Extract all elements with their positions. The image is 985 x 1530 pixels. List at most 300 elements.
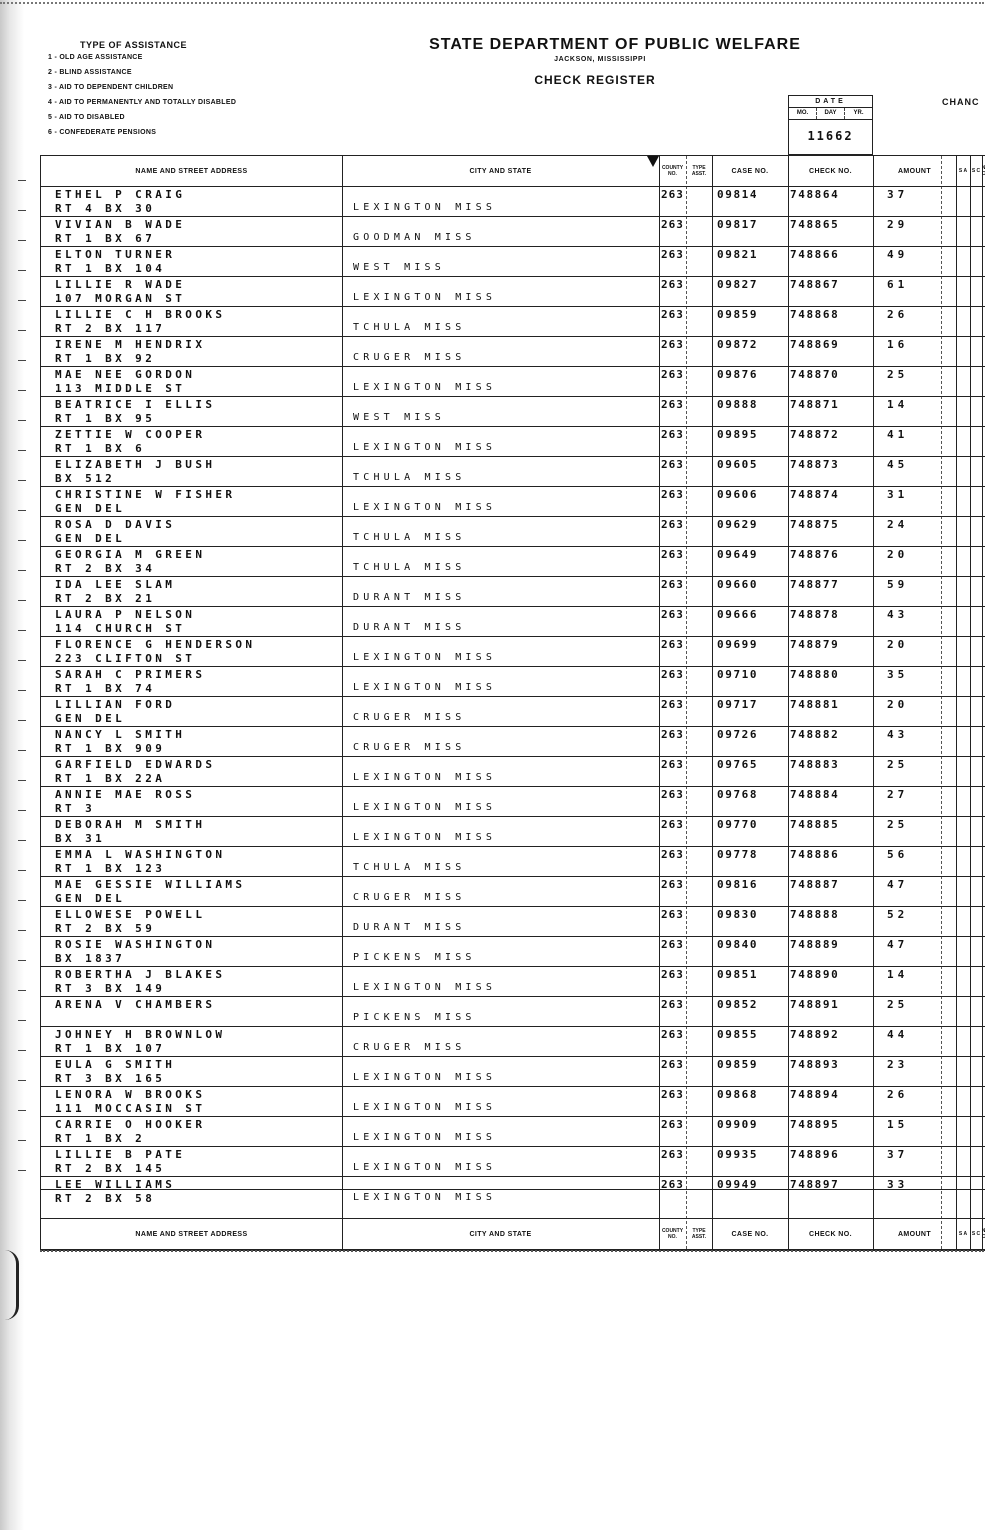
street-address: RT 1 BX 22A: [55, 772, 166, 785]
case-number: 09765: [717, 758, 759, 771]
street-address: RT 1 BX 92: [55, 352, 156, 365]
check-amount: 45: [887, 458, 909, 471]
case-number: 09726: [717, 728, 759, 741]
payee-name: ROSA D DAVIS: [55, 518, 176, 531]
margin-tick: [18, 270, 26, 271]
check-number: 748879: [790, 638, 840, 651]
payee-name: IRENE M HENDRIX: [55, 338, 206, 351]
legend-item: 1 - OLD AGE ASSISTANCE: [48, 54, 143, 61]
county-number: 263: [661, 518, 684, 531]
city-state: PICKENS MISS: [353, 952, 476, 963]
column-header-row: [41, 156, 985, 187]
county-number: 263: [661, 308, 684, 321]
city-state: LEXINGTON MISS: [353, 652, 497, 663]
check-number: 748882: [790, 728, 840, 741]
payee-name: DEBORAH M SMITH: [55, 818, 206, 831]
city-state: LEXINGTON MISS: [353, 982, 497, 993]
check-number: 748869: [790, 338, 840, 351]
case-number: 09949: [717, 1178, 759, 1191]
case-number: 09872: [717, 338, 759, 351]
payee-name: ELIZABETH J BUSH: [55, 458, 216, 471]
check-number: 748888: [790, 908, 840, 921]
payee-name: ELTON TURNER: [55, 248, 176, 261]
check-amount: 20: [887, 638, 909, 651]
agency-title: STATE DEPARTMENT OF PUBLIC WELFARE: [429, 36, 801, 53]
city-state: LEXINGTON MISS: [353, 382, 497, 393]
register-row: [41, 1026, 985, 1057]
street-address: GEN DEL: [55, 532, 126, 545]
street-address: BX 31: [55, 832, 106, 845]
payee-name: ETHEL P CRAIG: [55, 188, 186, 201]
type-column-footer: TYPE ASST.: [691, 1228, 707, 1240]
payee-name: ANNIE MAE ROSS: [55, 788, 196, 801]
payee-name: ROSIE WASHINGTON: [55, 938, 216, 951]
check-amount: 47: [887, 938, 909, 951]
check-number: 748875: [790, 518, 840, 531]
city-state: TCHULA MISS: [353, 562, 466, 573]
bottom-tear-line: [40, 1250, 984, 1252]
county-number: 263: [661, 188, 684, 201]
check-number: 748871: [790, 398, 840, 411]
register-row: [41, 936, 985, 967]
check-number: 748866: [790, 248, 840, 261]
flag-column-footer: S C: [971, 1231, 981, 1237]
check-number: 748881: [790, 698, 840, 711]
margin-tick: [18, 420, 26, 421]
check-amount: 25: [887, 368, 909, 381]
check-amount: 25: [887, 758, 909, 771]
margin-tick: [18, 870, 26, 871]
payee-name: ZETTIE W COOPER: [55, 428, 206, 441]
county-number: 263: [661, 1058, 684, 1071]
county-number: 263: [661, 908, 684, 921]
city-state: CRUGER MISS: [353, 352, 466, 363]
city-state: TCHULA MISS: [353, 862, 466, 873]
city-state: GOODMAN MISS: [353, 232, 476, 243]
register-row: [41, 306, 985, 337]
case-number: 09935: [717, 1148, 759, 1161]
payee-name: MAE GESSIE WILLIAMS: [55, 878, 246, 891]
check-number: 748895: [790, 1118, 840, 1131]
margin-tick: [18, 930, 26, 931]
street-address: RT 1 BX 2: [55, 1132, 146, 1145]
check-amount: 37: [887, 1148, 909, 1161]
check-number: 748887: [790, 878, 840, 891]
payee-name: VIVIAN B WADE: [55, 218, 186, 231]
check-number: 748884: [790, 788, 840, 801]
date-label: DATE: [789, 96, 872, 108]
city-state: CRUGER MISS: [353, 1042, 466, 1053]
case-column-header: CASE NO.: [731, 167, 769, 175]
check-number: 748890: [790, 968, 840, 981]
county-number: 263: [661, 728, 684, 741]
payee-name: GARFIELD EDWARDS: [55, 758, 216, 771]
street-address: 113 MIDDLE ST: [55, 382, 186, 395]
check-amount: 27: [887, 788, 909, 801]
check-amount: 35: [887, 668, 909, 681]
check-amount: 26: [887, 1088, 909, 1101]
check-column-header: CHECK NO.: [809, 167, 852, 175]
register-row: [41, 1056, 985, 1087]
legend-item: 2 - BLIND ASSISTANCE: [48, 69, 132, 76]
county-number: 263: [661, 338, 684, 351]
check-amount: 20: [887, 698, 909, 711]
county-number: 263: [661, 788, 684, 801]
county-number: 263: [661, 248, 684, 261]
register-row: [41, 456, 985, 487]
check-number: 748880: [790, 668, 840, 681]
city-state: CRUGER MISS: [353, 742, 466, 753]
margin-tick: [18, 690, 26, 691]
register-row: [41, 246, 985, 277]
date-box: [788, 95, 873, 155]
date-year-label: YR.: [853, 110, 864, 116]
street-address: 223 CLIFTON ST: [55, 652, 196, 665]
case-number: 09909: [717, 1118, 759, 1131]
case-column-footer: CASE NO.: [731, 1230, 769, 1238]
street-address: 107 MORGAN ST: [55, 292, 186, 305]
check-number: 748878: [790, 608, 840, 621]
check-number: 748897: [790, 1178, 840, 1191]
county-number: 263: [661, 668, 684, 681]
check-amount: 20: [887, 548, 909, 561]
date-value: 11662: [807, 129, 854, 143]
check-number: 748885: [790, 818, 840, 831]
street-address: RT 3 BX 165: [55, 1072, 166, 1085]
margin-tick: [18, 1050, 26, 1051]
check-amount: 43: [887, 728, 909, 741]
county-number: 263: [661, 368, 684, 381]
legend-item: 6 - CONFEDERATE PENSIONS: [48, 129, 157, 136]
case-number: 09821: [717, 248, 759, 261]
register-row: [41, 726, 985, 757]
register-row: [41, 606, 985, 637]
street-address: RT 1 BX 74: [55, 682, 156, 695]
case-number: 09778: [717, 848, 759, 861]
margin-tick: [18, 660, 26, 661]
payee-name: BEATRICE I ELLIS: [55, 398, 216, 411]
case-number: 09606: [717, 488, 759, 501]
register-row: [41, 816, 985, 847]
payee-name: CHRISTINE W FISHER: [55, 488, 236, 501]
payee-name: LILLIAN FORD: [55, 698, 176, 711]
city-state: DURANT MISS: [353, 922, 466, 933]
margin-tick: [18, 1170, 26, 1171]
margin-tick: [18, 1020, 26, 1021]
margin-tick: [18, 180, 26, 181]
column-footer-row: [41, 1218, 985, 1249]
margin-tick: [18, 480, 26, 481]
assistance-type-legend: [48, 40, 236, 144]
street-address: RT 1 BX 123: [55, 862, 166, 875]
case-number: 09817: [717, 218, 759, 231]
street-address: RT 1 BX 909: [55, 742, 166, 755]
payee-name: LENORA W BROOKS: [55, 1088, 206, 1101]
check-amount: 59: [887, 578, 909, 591]
city-state: LEXINGTON MISS: [353, 1132, 497, 1143]
blank-row: [41, 1189, 985, 1220]
margin-tick: [18, 330, 26, 331]
payee-name: LILLIE B PATE: [55, 1148, 186, 1161]
margin-tick: [18, 1110, 26, 1111]
case-number: 09851: [717, 968, 759, 981]
street-address: GEN DEL: [55, 502, 126, 515]
city-state: TCHULA MISS: [353, 472, 466, 483]
city-state: LEXINGTON MISS: [353, 1072, 497, 1083]
margin-tick: [18, 390, 26, 391]
margin-tick: [18, 750, 26, 751]
street-address: RT 4 BX 30: [55, 202, 156, 215]
check-amount: 56: [887, 848, 909, 861]
check-amount: 43: [887, 608, 909, 621]
county-number: 263: [661, 458, 684, 471]
amount-column-footer: AMOUNT: [897, 1230, 932, 1238]
street-address: RT 3: [55, 802, 96, 815]
register-title: CHECK REGISTER: [534, 73, 656, 87]
register-row: [41, 336, 985, 367]
register-row: [41, 966, 985, 997]
check-number: 748870: [790, 368, 840, 381]
check-number: 748889: [790, 938, 840, 951]
case-number: 09768: [717, 788, 759, 801]
payee-name: GEORGIA M GREEN: [55, 548, 206, 561]
payee-name: CARRIE O HOOKER: [55, 1118, 206, 1131]
margin-tick: [18, 1140, 26, 1141]
county-number: 263: [661, 1118, 684, 1131]
city-state: CRUGER MISS: [353, 892, 466, 903]
payee-name: ELLOWESE POWELL: [55, 908, 206, 921]
payee-name: SARAH C PRIMERS: [55, 668, 206, 681]
margin-tick: [18, 720, 26, 721]
register-row: [41, 1086, 985, 1117]
city-state: LEXINGTON MISS: [353, 202, 497, 213]
check-number: 748865: [790, 218, 840, 231]
check-amount: 49: [887, 248, 909, 261]
payee-name: LAURA P NELSON: [55, 608, 196, 621]
check-number: 748877: [790, 578, 840, 591]
check-amount: 47: [887, 878, 909, 891]
check-amount: 14: [887, 398, 909, 411]
check-column-footer: CHECK NO.: [809, 1230, 852, 1238]
check-amount: 44: [887, 1028, 909, 1041]
payee-name: NANCY L SMITH: [55, 728, 186, 741]
payee-name: FLORENCE G HENDERSON: [55, 638, 256, 651]
street-address: BX 512: [55, 472, 116, 485]
check-number: 748892: [790, 1028, 840, 1041]
case-number: 09827: [717, 278, 759, 291]
margin-tick: [18, 780, 26, 781]
register-row: [41, 486, 985, 517]
street-address: RT 2 BX 34: [55, 562, 156, 575]
payee-name: LILLIE R WADE: [55, 278, 186, 291]
county-column-footer: COUNTY NO.: [661, 1228, 684, 1240]
county-number: 263: [661, 548, 684, 561]
check-number: 748874: [790, 488, 840, 501]
legend-item: 4 - AID TO PERMANENTLY AND TOTALLY DISABLED: [48, 99, 237, 106]
county-number: 263: [661, 1178, 684, 1191]
street-address: GEN DEL: [55, 892, 126, 905]
register-row: [41, 756, 985, 787]
check-amount: 33: [887, 1178, 909, 1191]
county-number: 263: [661, 1088, 684, 1101]
check-amount: 37: [887, 188, 909, 201]
legend-item: 3 - AID TO DEPENDENT CHILDREN: [48, 84, 174, 91]
street-address: GEN DEL: [55, 712, 126, 725]
check-number: 748867: [790, 278, 840, 291]
case-number: 09605: [717, 458, 759, 471]
check-amount: 31: [887, 488, 909, 501]
street-address: 114 CHURCH ST: [55, 622, 186, 635]
payee-name: LILLIE C H BROOKS: [55, 308, 226, 321]
case-number: 09895: [717, 428, 759, 441]
register-row: [41, 636, 985, 667]
case-number: 09710: [717, 668, 759, 681]
city-state: LEXINGTON MISS: [353, 772, 497, 783]
city-state: LEXINGTON MISS: [353, 292, 497, 303]
case-number: 09888: [717, 398, 759, 411]
register-row: [41, 996, 985, 1027]
street-address: RT 1 BX 67: [55, 232, 156, 245]
street-address: RT 3 BX 149: [55, 982, 166, 995]
flag-column-header: N C: [981, 165, 985, 177]
check-amount: 23: [887, 1058, 909, 1071]
street-address: RT 2 BX 21: [55, 592, 156, 605]
form-header: [380, 36, 850, 87]
register-row: [41, 276, 985, 307]
county-number: 263: [661, 848, 684, 861]
check-number: 748894: [790, 1088, 840, 1101]
amount-column-header: AMOUNT: [897, 167, 932, 175]
case-number: 09660: [717, 578, 759, 591]
street-address: RT 2 BX 59: [55, 922, 156, 935]
city-state: DURANT MISS: [353, 592, 466, 603]
legend-title: TYPE OF ASSISTANCE: [80, 40, 188, 50]
city-state: TCHULA MISS: [353, 532, 466, 543]
margin-tick: [18, 510, 26, 511]
paper-curl-mark: [0, 1250, 19, 1320]
register-row: [41, 426, 985, 457]
county-number: 263: [661, 1148, 684, 1161]
agency-location: JACKSON, MISSISSIPPI: [554, 56, 646, 63]
register-row: [41, 576, 985, 607]
margin-tick: [18, 1080, 26, 1081]
register-row: [41, 546, 985, 577]
check-amount: 24: [887, 518, 909, 531]
county-number: 263: [661, 878, 684, 891]
register-row: [41, 906, 985, 937]
register-row: [41, 396, 985, 427]
date-day-label: DAY: [817, 108, 845, 119]
register-row: [41, 876, 985, 907]
check-number: 748872: [790, 428, 840, 441]
county-column-header: COUNTY NO.: [661, 165, 684, 177]
check-amount: 16: [887, 338, 909, 351]
legend-item: 5 - AID TO DISABLED: [48, 114, 125, 121]
check-amount: 14: [887, 968, 909, 981]
case-number: 09699: [717, 638, 759, 651]
margin-tick: [18, 960, 26, 961]
city-state: PICKENS MISS: [353, 1012, 476, 1023]
register-row: [41, 666, 985, 697]
city-state: WEST MISS: [353, 412, 445, 423]
name-column-header: NAME AND STREET ADDRESS: [135, 167, 248, 175]
check-number: 748864: [790, 188, 840, 201]
street-address: 111 MOCCASIN ST: [55, 1102, 206, 1115]
case-number: 09830: [717, 908, 759, 921]
margin-tick: [18, 540, 26, 541]
city-state: WEST MISS: [353, 262, 445, 273]
county-number: 263: [661, 968, 684, 981]
margin-tick: [18, 990, 26, 991]
county-number: 263: [661, 1028, 684, 1041]
register-row: [41, 1146, 985, 1177]
county-number: 263: [661, 488, 684, 501]
city-state: LEXINGTON MISS: [353, 682, 497, 693]
county-number: 263: [661, 278, 684, 291]
county-number: 263: [661, 398, 684, 411]
payee-name: ARENA V CHAMBERS: [55, 998, 216, 1011]
city-state: TCHULA MISS: [353, 322, 466, 333]
check-amount: 15: [887, 1118, 909, 1131]
margin-tick: [18, 360, 26, 361]
payee-name: JOHNEY H BROWNLOW: [55, 1028, 226, 1041]
county-number: 263: [661, 578, 684, 591]
county-label: CHANC: [942, 97, 980, 107]
name-column-footer: NAME AND STREET ADDRESS: [135, 1230, 248, 1238]
case-number: 09649: [717, 548, 759, 561]
street-address: RT 2 BX 117: [55, 322, 166, 335]
street-address: RT 1 BX 107: [55, 1042, 166, 1055]
register-row: [41, 696, 985, 727]
register-row: [41, 366, 985, 397]
city-state: DURANT MISS: [353, 622, 466, 633]
payee-name: EMMA L WASHINGTON: [55, 848, 226, 861]
payee-name: MAE NEE GORDON: [55, 368, 196, 381]
city-state: LEXINGTON MISS: [353, 1192, 497, 1203]
margin-tick: [18, 300, 26, 301]
city-state: LEXINGTON MISS: [353, 502, 497, 513]
payee-name: LEE WILLIAMS: [55, 1178, 176, 1191]
register-table: [40, 155, 985, 1251]
city-state: LEXINGTON MISS: [353, 1102, 497, 1113]
city-state: LEXINGTON MISS: [353, 1162, 497, 1173]
flag-column-header: S C: [971, 168, 981, 174]
check-amount: 41: [887, 428, 909, 441]
city-state: LEXINGTON MISS: [353, 442, 497, 453]
flag-column-footer: N C: [981, 1228, 985, 1240]
case-number: 09717: [717, 698, 759, 711]
margin-tick: [18, 810, 26, 811]
case-number: 09629: [717, 518, 759, 531]
register-row: [41, 516, 985, 547]
payee-name: EULA G SMITH: [55, 1058, 176, 1071]
city-state: LEXINGTON MISS: [353, 832, 497, 843]
register-row: [41, 786, 985, 817]
county-number: 263: [661, 698, 684, 711]
county-number: 263: [661, 818, 684, 831]
case-number: 09876: [717, 368, 759, 381]
county-number: 263: [661, 938, 684, 951]
check-amount: 61: [887, 278, 909, 291]
county-number: 263: [661, 218, 684, 231]
street-address: RT 1 BX 6: [55, 442, 146, 455]
case-number: 09840: [717, 938, 759, 951]
column-marker-triangle: [647, 156, 659, 167]
case-number: 09816: [717, 878, 759, 891]
check-amount: 52: [887, 908, 909, 921]
check-amount: 26: [887, 308, 909, 321]
register-row: [41, 846, 985, 877]
